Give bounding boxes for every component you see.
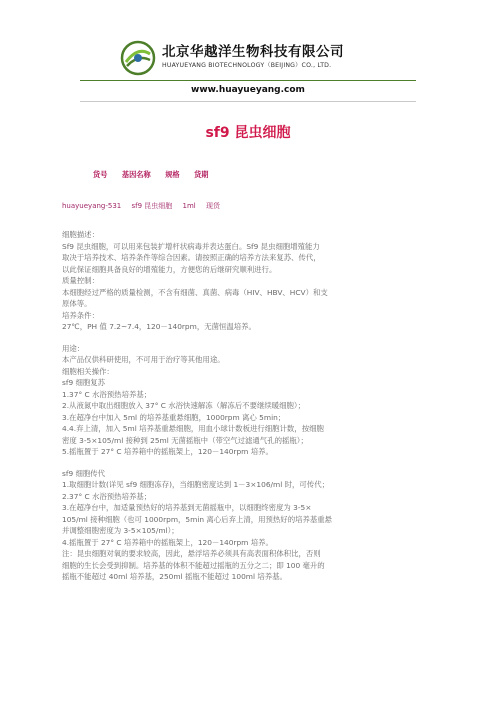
spec-header-row [93, 170, 220, 180]
body-line: sf9 细胞传代 [62, 468, 106, 478]
body-line: 注：昆虫细胞对氧的要求较高，因此，悬浮培养必须具有高表面积体积比，否则 [62, 549, 321, 558]
body-line: 27℃，PH 值 7.2~7.4，120－140rpm，无菌恒温培养。 [62, 322, 256, 331]
spec-header-cell: 货期 [194, 170, 209, 179]
letterhead [0, 38, 496, 78]
body-line: 培养条件： [62, 310, 99, 320]
body-line: 5.摇瓶置于 27° C 培养箱中的摇瓶架上，120－140rpm 培养。 [62, 447, 273, 456]
header-divider [80, 80, 416, 81]
body-line: 摇瓶不能超过 40ml 培养基，250ml 摇瓶不能超过 100ml 培养基。 [62, 572, 287, 581]
body-line: 质量控制： [62, 276, 99, 285]
body-line: 原体等。 [62, 299, 92, 308]
body-line: 密度 3-5×105/ml 接种到 25ml 无菌摇瓶中（带空气过滤通气孔的摇瓶）； [62, 435, 308, 445]
website-link[interactable]: www.huayueyang.com [191, 85, 305, 95]
spec-cell: huayueyang-531 [62, 202, 122, 210]
spec-cell: 1ml [182, 202, 196, 210]
body-line: 以此保证细胞具备良好的增殖能力，方便您的后继研究顺利进行。 [62, 264, 277, 274]
company-logo-icon [120, 40, 156, 76]
company-name-en: HUAYUEYANG BIOTECHNOLOGY（BEIJING）CO., LTD. [162, 62, 332, 69]
spec-header-cell: 货号 [93, 170, 108, 179]
body-line: 2.37° C 水浴预热培养基； [62, 491, 152, 501]
body-line: 4.4.弃上清，加入 5ml 培养基重悬细胞，用血小球计数板进行细胞计数，按细胞 [62, 424, 324, 433]
body-line: 取决于培养技术、培养条件等综合因素。请按照正确的培养方法来复苏、传代， [62, 253, 321, 262]
document-body [62, 229, 442, 583]
spec-cell: sf9 昆虫细胞 [131, 202, 173, 210]
body-line: 细胞描述： [62, 230, 99, 239]
spec-data-row [62, 201, 228, 211]
body-line: 本产品仅供科研使用，不可用于治疗等其他用途。 [62, 355, 225, 364]
body-line: 细胞的生长会受到抑制。培养基的体积不能超过摇瓶的五分之二；即 100 毫升的 [62, 560, 325, 570]
body-line: sf9 细胞复苏 [62, 378, 106, 387]
body-line: 细胞相关操作： [62, 366, 114, 376]
body-line: 本细胞经过严格的质量检测，不含有细菌、真菌、病毒（HIV、HBV、HCV）和支 [62, 287, 328, 297]
body-line: 1.37° C 水浴预热培养基； [62, 389, 152, 399]
page-title: sf9 昆虫细胞 [205, 125, 291, 141]
body-line: 105/ml 接种细胞（也可 1000rpm，5min 离心后弃上清，用预热好的培养基重悬 [62, 514, 333, 524]
spec-header-cell: 规格 [165, 170, 180, 179]
body-line: 并调整细胞密度为 3-5×105/ml）； [62, 526, 179, 535]
spec-header-cell: 基因名称 [121, 170, 151, 179]
paragraph-gap [62, 458, 442, 468]
body-line: Sf9 昆虫细胞，可以用来包装扩增杆状病毒并表达蛋白。Sf9 昆虫细胞增殖能力 [62, 241, 320, 251]
body-line: 4.摇瓶置于 27° C 培养箱中的摇瓶架上，120－140rpm 培养。 [62, 537, 273, 547]
body-line: 2.从液氮中取出细胞放入 37° C 水浴快速解冻（解冻后不要继续暖细胞）； [62, 401, 305, 410]
body-line: 1.取细胞计数(详见 sf9 细胞冻存)，当细胞密度达到 1－3×106/ml 时，可传代； [62, 480, 329, 489]
company-name-cn: 北京华越洋生物科技有限公司 [162, 44, 344, 60]
body-line: 3.在超净台中加入 5ml 的培养基重悬细胞，1000rpm 离心 5min； [62, 412, 286, 422]
spec-cell: 现货 [205, 202, 220, 210]
paragraph-gap [62, 333, 442, 343]
body-line: 3.在超净台中，加适量预热好的培养基到无菌摇瓶中，以细胞终密度为 3-5× [62, 503, 312, 512]
website-divider [80, 101, 416, 102]
body-line: 用途： [62, 343, 85, 353]
